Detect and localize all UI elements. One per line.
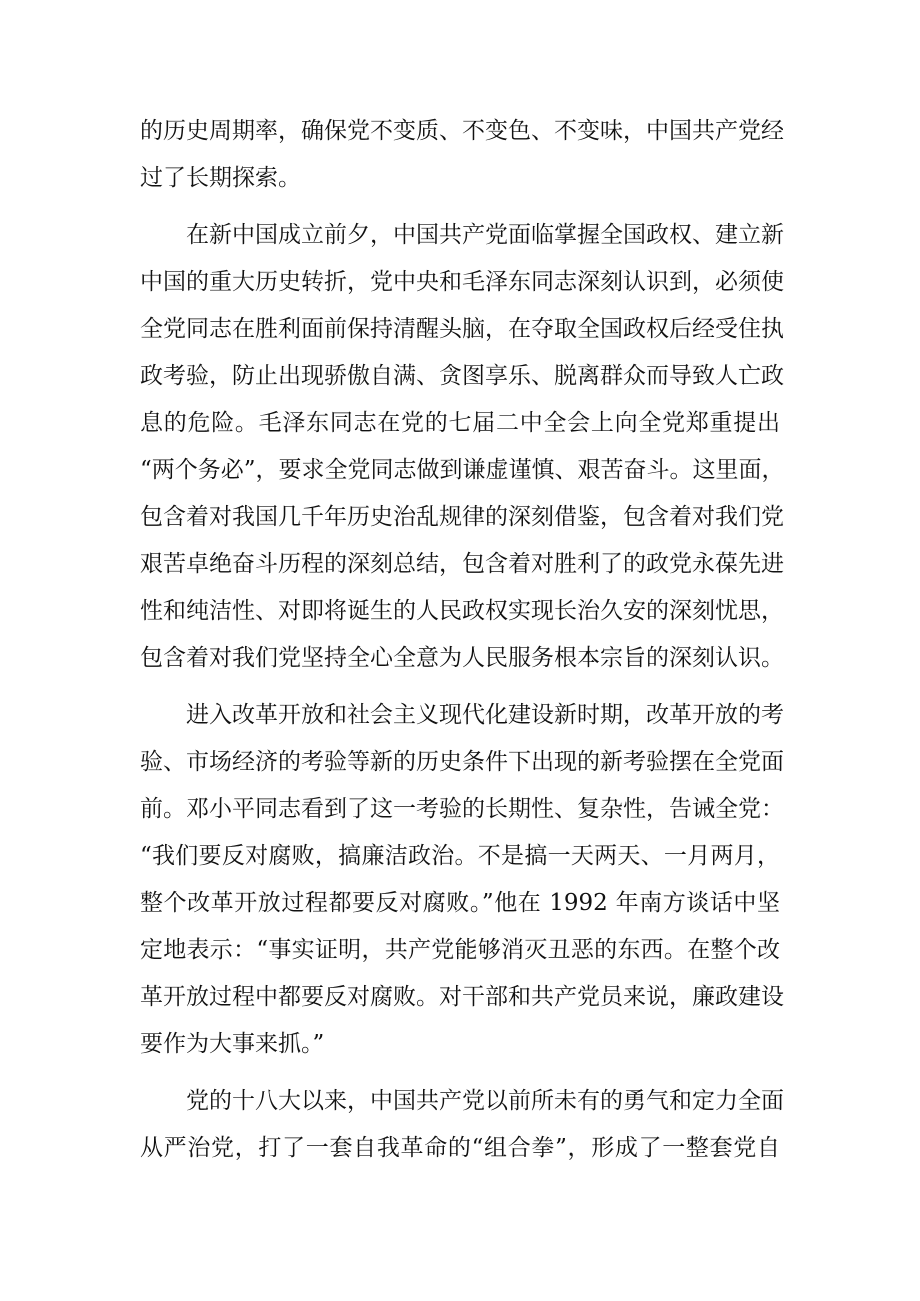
- paragraph-3: [140, 692, 784, 1068]
- text-line: 包含着对我们党坚持全心全意为人民服务根本宗旨的深刻认识。: [140, 645, 784, 671]
- paragraph-2: [140, 212, 785, 682]
- text-line: 包含着对我国几千年历史治乱规律的深刻借鉴，包含着对我们党: [140, 504, 784, 530]
- text-line: 革开放过程中都要反对腐败。对干部和共产党员来说，廉政建设: [140, 984, 784, 1010]
- text-line: 从严治党，打了一套自我革命的“组合拳”，形成了一整套党自: [140, 1135, 780, 1161]
- text-line: 党的十八大以来，中国共产党以前所未有的勇气和定力全面: [186, 1088, 784, 1114]
- paragraph-1: [140, 108, 784, 202]
- text-line: 息的危险。毛泽东同志在党的七届二中全会上向全党郑重提出: [140, 410, 780, 436]
- text-line: 政考验，防止出现骄傲自满、贪图享乐、脱离群众而导致人亡政: [140, 363, 784, 389]
- text-line: 在新中国成立前夕，中国共产党面临掌握全国政权、建立新: [186, 222, 784, 248]
- text-line: “两个务必”，要求全党同志做到谦虚谨慎、艰苦奋斗。这里面，: [140, 457, 785, 483]
- document-body: [140, 108, 785, 1172]
- text-line: “我们要反对腐败，搞廉洁政治。不是搞一天两天、一月两月，: [140, 843, 780, 869]
- text-line: 验、市场经济的考验等新的历史条件下出现的新考验摆在全党面: [140, 749, 784, 775]
- text-line: 进入改革开放和社会主义现代化建设新时期，改革开放的考: [186, 702, 784, 728]
- text-line: 整个改革开放过程都要反对腐败。”他在 1992 年南方谈话中坚: [140, 890, 780, 916]
- text-line: 定地表示：“事实证明，共产党能够消灭丑恶的东西。在整个改: [140, 937, 780, 963]
- text-line: 艰苦卓绝奋斗历程的深刻总结，包含着对胜利了的政党永葆先进: [140, 551, 784, 577]
- paragraph-4: [140, 1078, 784, 1172]
- text-line: 过了长期探索。: [140, 165, 301, 191]
- text-line: 性和纯洁性、对即将诞生的人民政权实现长治久安的深刻忧思，: [140, 598, 784, 624]
- text-line: 全党同志在胜利面前保持清醒头脑，在夺取全国政权后经受住执: [140, 316, 784, 342]
- text-line: 要作为大事来抓。”: [140, 1031, 325, 1057]
- text-line: 前。邓小平同志看到了这一考验的长期性、复杂性，告诫全党：: [140, 796, 784, 822]
- text-line: 中国的重大历史转折，党中央和毛泽东同志深刻认识到，必须使: [140, 269, 784, 295]
- text-line: 的历史周期率，确保党不变质、不变色、不变味，中国共产党经: [140, 118, 784, 144]
